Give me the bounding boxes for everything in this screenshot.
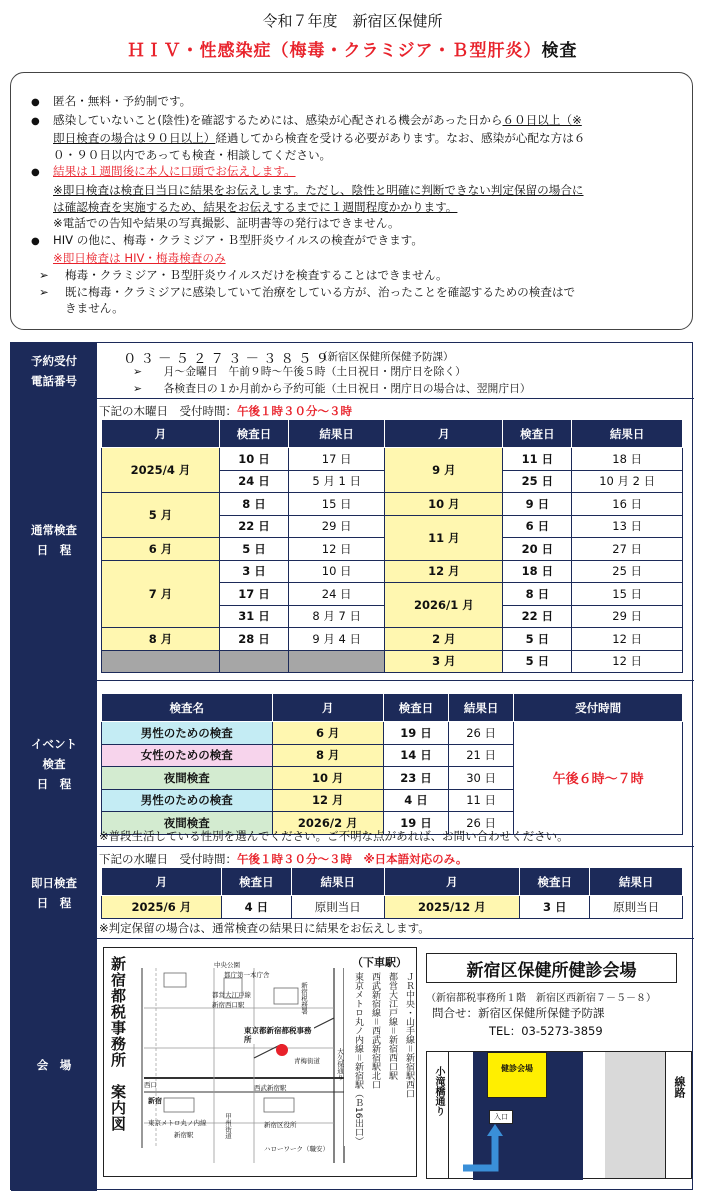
empty-cell	[102, 650, 220, 673]
month-cell: 7 月	[102, 560, 220, 628]
event-label: イベント 検査 日 程	[11, 681, 97, 846]
result-date-cell: 12 日	[572, 628, 683, 651]
result-date-cell: 25 日	[572, 560, 683, 583]
rail-line: 都営大江戸線＝新宿西口駅	[387, 972, 397, 1081]
entrance-marker: 入口	[489, 1110, 513, 1124]
month-cell: 12 月	[272, 789, 383, 812]
table-row	[102, 493, 683, 516]
map-label: 都庁第一本庁舎	[224, 971, 270, 979]
test-date-cell: 18 日	[503, 560, 572, 583]
page-subtitle: 令和７年度 新宿区保健所	[262, 12, 443, 30]
table-row	[102, 448, 683, 471]
route-arrow-icon	[459, 1108, 529, 1178]
rail-column	[665, 1052, 691, 1178]
bullet-icon	[31, 112, 53, 131]
test-date-cell: 6 日	[503, 515, 572, 538]
test-date-cell: 28 日	[219, 628, 288, 651]
table-header-cell: 結果日	[590, 868, 683, 896]
month-cell: 2026/2 月	[272, 812, 383, 835]
map-label: 青梅街道	[294, 1057, 320, 1065]
test-date-cell: 25 日	[503, 470, 572, 493]
month-cell: 6 月	[272, 722, 383, 745]
event-name-cell: 夜間検査	[102, 812, 273, 835]
notice-box	[10, 72, 693, 330]
map-title: 新宿都税事務所 案内図	[109, 956, 127, 1132]
map-label: 新宿西口駅	[212, 1001, 245, 1009]
test-date-cell: 4 日	[383, 789, 448, 812]
regular-note: 下記の木曜日 受付時間：午後１時３０分～３時	[99, 404, 352, 418]
test-date-cell: 19 日	[383, 812, 448, 835]
test-date-cell: 9 日	[503, 493, 572, 516]
rail-line: 東京メトロ丸ノ内線＝新宿駅（Ｂ16出口）	[353, 972, 363, 1146]
month-cell: 2025/12 月	[384, 896, 520, 919]
month-cell: 10 月	[385, 493, 503, 516]
result-date-cell: 10 日	[288, 560, 384, 583]
map-label: 甲州街道	[224, 1113, 232, 1139]
site-plan	[426, 1051, 692, 1179]
instant-table	[101, 867, 683, 919]
venue-contact: 問合せ：新宿区保健所保健予防課	[432, 1006, 605, 1020]
result-date-cell: 24 日	[288, 583, 384, 606]
rail-label: 線路	[673, 1076, 686, 1098]
map-label: ハローワーク（職安）	[264, 1145, 329, 1153]
month-cell: 10 月	[272, 767, 383, 790]
test-date-cell: 3 日	[520, 896, 590, 919]
reception-time-cell: 午後６時～７時	[514, 722, 683, 835]
table-header-cell: 月	[384, 868, 520, 896]
title-rest: 検査	[541, 41, 578, 61]
month-cell: 8 月	[102, 628, 220, 651]
map-label: 都営大江戸線	[212, 991, 251, 999]
notice-line: 結果は１週間後に本人に口頭でお伝えします。	[53, 164, 296, 179]
result-date-cell: 17 日	[288, 448, 384, 471]
table-header-cell: 結果日	[572, 420, 683, 448]
arrow-icon: ➢	[39, 267, 49, 282]
arrow-icon: ➢	[39, 284, 49, 299]
test-date-cell: 20 日	[503, 538, 572, 561]
notice-line: は確認検査を実施するため、結果をお伝えするまでに１週間程度かかります。	[53, 199, 458, 214]
notice-line: ※即日検査は HIV・梅毒検査のみ	[53, 251, 226, 266]
result-date-cell: 8 月 7 日	[288, 605, 384, 628]
test-date-cell: 8 日	[503, 583, 572, 606]
rail-legend-title: （下車駅）	[352, 956, 407, 969]
result-date-cell: 29 日	[288, 515, 384, 538]
bullet-icon	[31, 163, 53, 182]
month-cell: 5 月	[102, 493, 220, 538]
table-row	[102, 560, 683, 583]
page-title	[0, 36, 705, 61]
test-date-cell: 22 日	[503, 605, 572, 628]
notice-line: 即日検査の場合は９０日以上）経過してから検査を受ける必要があります。なお、感染が心配な方は６	[53, 131, 586, 146]
test-date-cell: 8 日	[219, 493, 288, 516]
map-label: 新宿	[148, 1097, 162, 1105]
title-red-part: ＨＩＶ・性感染症（梅毒・クラミジア・Ｂ型肝炎）	[127, 41, 542, 61]
result-date-cell: 15 日	[572, 583, 683, 606]
notice-line: ０・９０日以内であっても検査・相談してください。	[53, 147, 332, 162]
table-row	[102, 628, 683, 651]
table-header-cell: 結果日	[449, 694, 514, 722]
map-label: 西口	[144, 1081, 157, 1089]
map-office-label: 東京都新宿都税事務所	[244, 1026, 314, 1044]
test-date-cell: 10 日	[219, 448, 288, 471]
map	[103, 947, 417, 1177]
notice-line: 匿名・無料・予約制です。	[53, 94, 192, 108]
event-name-cell: 男性のための検査	[102, 722, 273, 745]
venue-tel[interactable]: TEL：03-5273-3859	[489, 1024, 603, 1038]
test-date-cell: 4 日	[221, 896, 291, 919]
dept-name: （新宿区保健所保健予防課）	[317, 351, 454, 363]
table-header-cell: 検査日	[221, 868, 291, 896]
map-label: 西武新宿駅	[254, 1084, 287, 1092]
result-date-cell: 18 日	[572, 448, 683, 471]
rail-lines	[352, 972, 416, 1157]
test-date-cell: 31 日	[219, 605, 288, 628]
notice-line: きません。	[65, 301, 124, 316]
table-header-cell: 検査名	[102, 694, 273, 722]
regular-table	[101, 419, 683, 673]
advance-text: ➢ 各検査日の１か月前から予約可能（土日祝日・閉庁日の場合は、翌開庁日）	[133, 382, 531, 395]
result-date-cell: 27 日	[572, 538, 683, 561]
notice-line: ※電話での告知や結果の写真撮影、証明書等の発行はできません。	[53, 216, 400, 231]
test-date-cell: 5 日	[503, 650, 572, 673]
result-date-cell: 原則当日	[291, 896, 384, 919]
event-note: ※普段生活している性別を選んでください。ご不明な点があれば、お問い合わせください。	[99, 829, 569, 843]
rail-line: ＪＲ中央・山手線＝新宿駅西口	[404, 972, 414, 1099]
month-cell: 2026/1 月	[385, 583, 503, 628]
table-header-cell: 結果日	[291, 868, 384, 896]
month-cell: 8 月	[272, 744, 383, 767]
result-date-cell: 16 日	[572, 493, 683, 516]
month-cell: 2 月	[385, 628, 503, 651]
map-label: 新宿区役所	[264, 1121, 297, 1129]
table-header-cell: 月	[102, 420, 220, 448]
regular-section	[11, 399, 694, 681]
map-label: 新宿駅	[174, 1131, 194, 1139]
instant-note-top: 下記の水曜日 受付時間：午後１時３０分～３時 ※日本語対応のみ。	[99, 852, 468, 866]
result-date-cell: 26 日	[449, 812, 514, 835]
result-date-cell: 5 月 1 日	[288, 470, 384, 493]
table-header-cell: 検査日	[383, 694, 448, 722]
notice-line: 梅毒・クラミジア・Ｂ型肝炎ウイルスだけを検査することはできません。	[65, 267, 448, 282]
map-label: 中央公園	[214, 961, 240, 969]
test-date-cell: 17 日	[219, 583, 288, 606]
table-header-cell: 検査日	[503, 420, 572, 448]
table-row	[102, 896, 683, 919]
hall-area: 健診会場	[487, 1052, 547, 1098]
table-header-cell: 検査日	[219, 420, 288, 448]
result-date-cell: 9 月 4 日	[288, 628, 384, 651]
result-date-cell: 11 日	[449, 789, 514, 812]
venue-name: 新宿区保健所健診会場	[426, 953, 677, 983]
month-cell: 2025/6 月	[102, 896, 222, 919]
table-row	[102, 722, 683, 745]
regular-label: 通常検査 日 程	[11, 399, 97, 680]
month-cell: 11 月	[385, 515, 503, 560]
table-header-cell: 結果日	[288, 420, 384, 448]
result-date-cell: 原則当日	[590, 896, 683, 919]
event-table	[101, 693, 683, 835]
result-date-cell: 29 日	[572, 605, 683, 628]
instant-section	[11, 847, 694, 939]
month-cell: 2025/4 月	[102, 448, 220, 493]
test-date-cell: 5 日	[503, 628, 572, 651]
event-name-cell: 男性のための検査	[102, 789, 273, 812]
event-section	[11, 681, 694, 847]
schedule-panel	[10, 342, 693, 1190]
table-header-cell: 月	[272, 694, 383, 722]
test-date-cell: 11 日	[503, 448, 572, 471]
result-date-cell: 15 日	[288, 493, 384, 516]
map-label: 東京メトロ丸ノ内線	[148, 1119, 207, 1127]
office-marker-icon	[276, 1044, 288, 1056]
notice-line: HIV の他に、梅毒・クラミジア・Ｂ型肝炎ウイルスの検査ができます。	[53, 232, 423, 247]
result-date-cell: 30 日	[449, 767, 514, 790]
result-date-cell: 13 日	[572, 515, 683, 538]
map-label: 新宿税務署	[300, 982, 308, 1015]
notice-line: 既に梅毒・クラミジアに感染していて治療をしている方が、治ったことを確認するための検査はで	[65, 284, 576, 299]
instant-note: ※判定保留の場合は、通常検査の結果日に結果をお伝えします。	[99, 921, 430, 935]
venue-label: 会 場	[11, 939, 97, 1191]
instant-label: 即日検査 日 程	[11, 847, 97, 938]
result-date-cell: 10 月 2 日	[572, 470, 683, 493]
hours-text: ➢ 月～金曜日 午前９時～午後５時（土日祝日・閉庁日を除く）	[133, 365, 466, 378]
test-date-cell: 23 日	[383, 767, 448, 790]
venue-section	[11, 939, 694, 1191]
map-label: 大久保通り	[336, 1048, 344, 1081]
table-row	[102, 650, 683, 673]
table-header-cell: 月	[102, 868, 222, 896]
street-label: 小滝橋通り	[433, 1066, 444, 1116]
test-date-cell: 5 日	[219, 538, 288, 561]
table-header-cell: 受付時間	[514, 694, 683, 722]
test-date-cell: 19 日	[383, 722, 448, 745]
month-cell: 9 月	[385, 448, 503, 493]
venue-address: （新宿都税事務所１階 新宿区西新宿７－５－８）	[426, 993, 656, 1004]
empty-cell	[219, 650, 288, 673]
notice-line: 感染していないこと(陰性)を確認するためには、感染が心配される機会があった日から６０日以上（※	[53, 112, 582, 127]
table-header-cell: 検査日	[520, 868, 590, 896]
event-name-cell: 夜間検査	[102, 767, 273, 790]
result-date-cell: 12 日	[288, 538, 384, 561]
month-cell: 3 月	[385, 650, 503, 673]
reservation-label: 予約受付 電話番号	[11, 343, 97, 398]
reservation-section	[11, 343, 694, 399]
bullet-icon	[31, 93, 53, 112]
empty-cell	[288, 650, 384, 673]
bullet-icon	[31, 232, 53, 251]
test-date-cell: 3 日	[219, 560, 288, 583]
test-date-cell: 22 日	[219, 515, 288, 538]
test-date-cell: 14 日	[383, 744, 448, 767]
adjacent-lot	[605, 1052, 665, 1178]
event-name-cell: 女性のための検査	[102, 744, 273, 767]
rail-line: 西武新宿線＝西武新宿駅北口	[370, 972, 380, 1090]
table-header-cell: 月	[385, 420, 503, 448]
phone-number[interactable]: ０３－５２７３－３８５９	[123, 351, 333, 367]
result-date-cell: 12 日	[572, 650, 683, 673]
month-cell: 6 月	[102, 538, 220, 561]
month-cell: 12 月	[385, 560, 503, 583]
notice-line: ※即日検査は検査日当日に結果をお伝えします。ただし、陰性と明確に判断できない判定保留の場合に	[53, 182, 584, 197]
test-date-cell: 24 日	[219, 470, 288, 493]
result-date-cell: 26 日	[449, 722, 514, 745]
result-date-cell: 21 日	[449, 744, 514, 767]
